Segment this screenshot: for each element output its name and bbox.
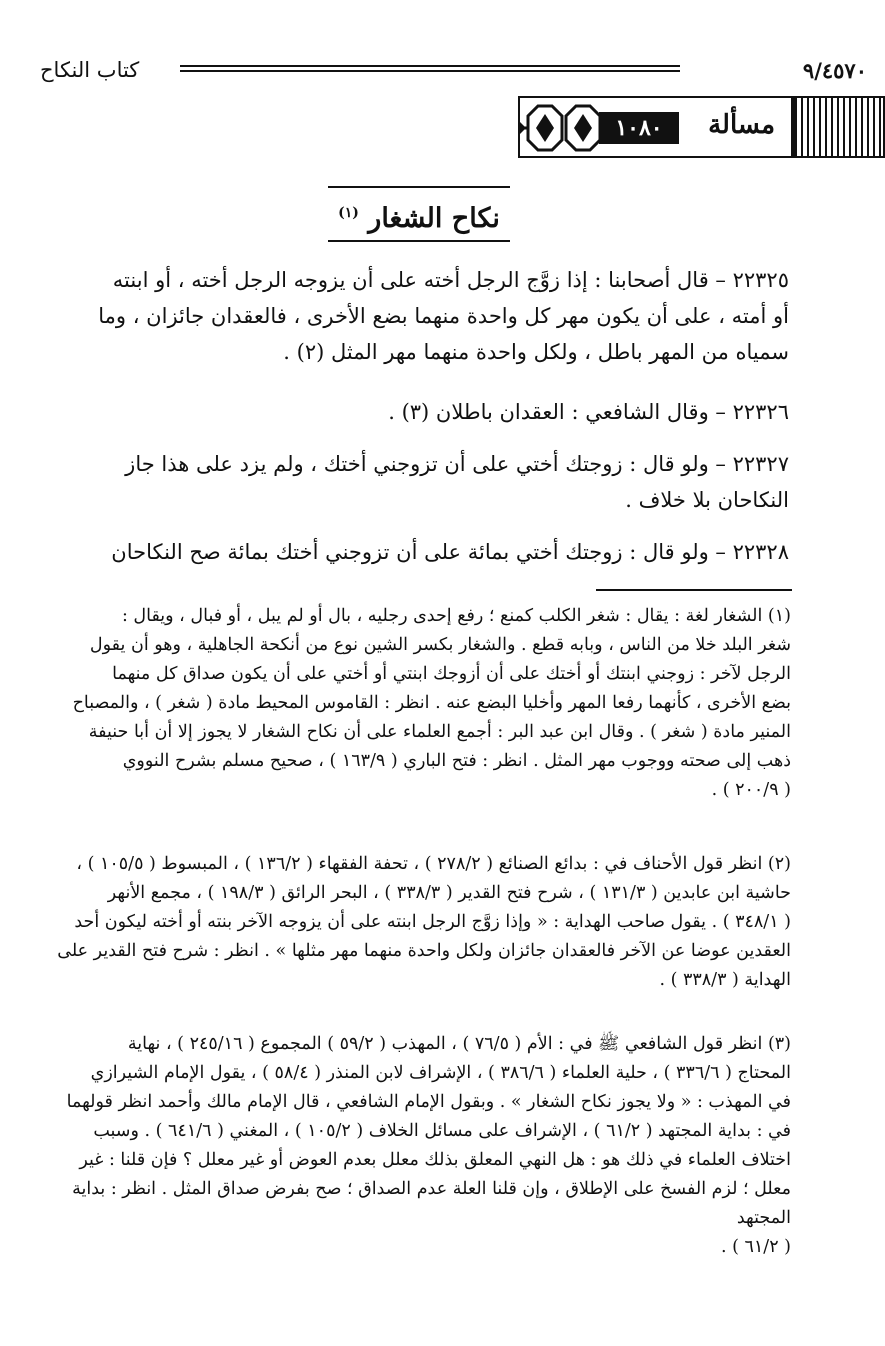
footnote-line: معلل ؛ لزم الفسخ على الإطلاق ، وإن قلنا العلة عدم الصداق ؛ صح بفرض صداق المثل . انظر : بداية المجتهد bbox=[72, 1179, 791, 1228]
footnote-line: اختلاف العلماء في ذلك هو : هل النهي المعلق بذلك معلل بعدم العوض أو غير معلل ؟ فإن قلنا : غير bbox=[79, 1150, 791, 1170]
section-title bbox=[328, 186, 510, 242]
text-line: ٢٢٣٢٥ – قال أصحابنا : إذا زوَّج الرجل أخته على أن يزوجه الرجل أخته ، أو ابنته bbox=[112, 268, 789, 292]
footnote-line: الهداية ( ٣٣٨/٣ ) . bbox=[659, 970, 791, 990]
footnote-line: ( ٢٠٠/٩ ) . bbox=[711, 780, 791, 800]
footnote-line: ( ٣٤٨/١ ) . يقول صاحب الهداية : « وإذا زوَّج الرجل ابنته على أن يزوجه الآخر بنته أو أخته ليكون أحد bbox=[74, 912, 791, 932]
footnote-line: بضع الأخرى ، كأنهما رفعا المهر وأخليا البضع عنه . انظر : القاموس المحيط مادة ( شغر ) ، والمصباح bbox=[72, 693, 791, 713]
footnote-line: المنير مادة ( شغر ) . وقال ابن عبد البر : أجمع العلماء على أن نكاح الشغار لا يجوز إلا أن أبا حنيفة bbox=[88, 722, 791, 742]
text-line: النكاحان بلا خلاف . bbox=[625, 488, 789, 512]
masala-label: مسألة bbox=[708, 110, 775, 140]
striped-ornament bbox=[793, 96, 885, 158]
footnote-3 bbox=[48, 1030, 791, 1262]
footnote-line: (٣) انظر قول الشافعي ﷺ في : الأم ( ٧٦/٥ ) ، المهذب ( ٥٩/٢ ) المجموع ( ٢٤٥/١٦ ) ، نهاية bbox=[127, 1034, 791, 1054]
footnote-line: الرجل لآخر : زوجني ابنتك أو أختك على أن أزوجك ابنتي أو أختي على أن يكون صداق كل منهما bbox=[112, 664, 791, 684]
text-line: ٢٢٣٢٧ – ولو قال : زوجتك أختي على أن تزوجني أختك ، ولم يزد على هذا جاز bbox=[125, 452, 789, 476]
book-title: كتاب النكاح bbox=[40, 58, 140, 82]
paragraph-22325 bbox=[42, 262, 789, 370]
footnote-line: في : بداية المجتهد ( ٦١/٢ ) ، الإشراف على مسائل الخلاف ( ١٠٥/٢ ) ، المغني ( ٦٤١/٦ ) . وسبب bbox=[93, 1121, 791, 1141]
text-line: ٢٢٣٢٦ – وقال الشافعي : العقدان باطلان (٣) . bbox=[388, 400, 789, 424]
footnote-line: المحتاج ( ٣٣٦/٦ ) ، حلية العلماء ( ٣٨٦/٦ ) ، الإشراف لابن المنذر ( ٥٨/٤ ) ، يقول الإمام الشيرازي bbox=[90, 1063, 791, 1083]
footnote-line: العقدين عوضا عن الآخر فالعقدان جائزان ولكل واحدة منهما مهر مثلها » . انظر : شرح فتح القدير على bbox=[57, 941, 791, 961]
text-line: أو أمته ، على أن يكون مهر كل واحدة منهما بضع الأخرى ، فالعقدان جائزان ، وما bbox=[98, 304, 789, 328]
title-footnote-ref: (١) bbox=[338, 205, 359, 221]
footnote-separator bbox=[596, 589, 792, 591]
footnote-line: (١) الشغار لغة : يقال : شغر الكلب كمنع ؛ رفع إحدى رجليه ، بال أو لم يبل ، أو فبال ، ويقال : bbox=[121, 606, 791, 626]
text-line: سمياه من المهر باطل ، ولكل واحدة منهما مهر المثل (٢) . bbox=[283, 340, 789, 364]
footnote-1 bbox=[48, 602, 791, 805]
footnote-2 bbox=[48, 850, 791, 995]
masala-number: ١٠٨٠ bbox=[599, 112, 679, 144]
title-text: نكاح الشغار bbox=[368, 203, 500, 234]
footnote-line: (٢) انظر قول الأحناف في : بدائع الصنائع ( ٢٧٨/٢ ) ، تحفة الفقهاء ( ١٣٦/٢ ) ، المبسوط ( ١٠٥/٥ ) ، bbox=[76, 854, 791, 874]
paragraph-22328 bbox=[42, 534, 789, 570]
text-line: ٢٢٣٢٨ – ولو قال : زوجتك أختي بمائة على أن تزوجني أختك بمائة صح النكاحان bbox=[111, 540, 789, 564]
page-number: ٩/٤٥٧٠ bbox=[802, 58, 867, 83]
paragraph-22327 bbox=[42, 446, 789, 518]
masala-band bbox=[0, 96, 885, 158]
footnote-line: حاشية ابن عابدين ( ١٣١/٣ ) ، شرح فتح القدير ( ٣٣٨/٣ ) ، البحر الرائق ( ١٩٨/٣ ) ، مجمع الأنهر bbox=[107, 883, 791, 903]
paragraph-22326 bbox=[42, 394, 789, 430]
footnote-line: شغر البلد خلا من الناس ، وبابه قطع . والشغار بكسر الشين نوع من أنكحة الجاهلية ، وهو أن يقول bbox=[89, 635, 791, 655]
header-rule bbox=[180, 65, 680, 72]
footnote-line: ( ٦١/٢ ) . bbox=[720, 1237, 791, 1257]
footnote-line: ذهب إلى صحته ووجوب مهر المثل . انظر : فتح الباري ( ١٦٣/٩ ) ، صحيح مسلم بشرح النووي bbox=[122, 751, 791, 771]
geometric-ornament-icon bbox=[518, 100, 614, 156]
footnote-line: في المهذب : « ولا يجوز نكاح الشغار » . وبقول الإمام الشافعي ، قال الإمام مالك وأحمد انظر قولهما bbox=[66, 1092, 791, 1112]
